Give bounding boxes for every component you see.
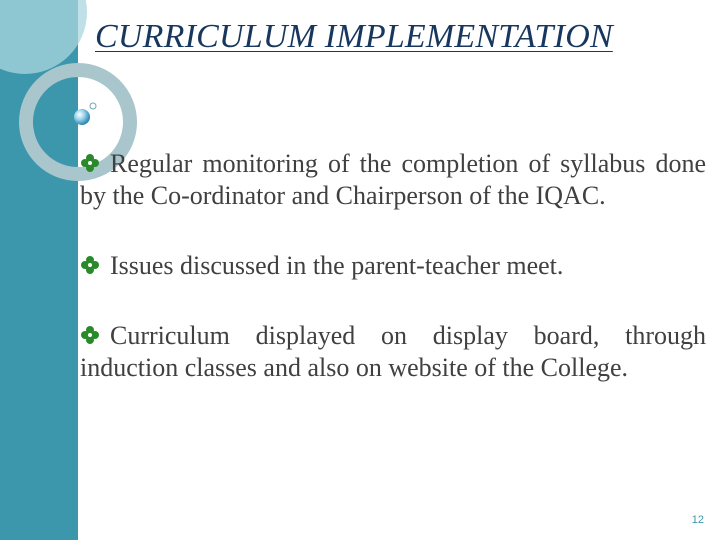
bullet-text: Issues discussed in the parent-teacher meet. — [110, 251, 564, 280]
bullet-item — [80, 250, 706, 282]
bullet-text: Curriculum displayed on display board, through induction classes and also on website of the College. — [80, 321, 706, 382]
bullet-item — [80, 148, 706, 212]
slide-title: CURRICULUM IMPLEMENTATION — [95, 18, 613, 55]
bullet-item — [80, 320, 706, 384]
bullet-text: Regular monitoring of the completion of syllabus done by the Co-ordinator and Chairperson of the IQAC. — [80, 149, 706, 210]
large-light-circle — [0, 0, 87, 74]
diamond-bullet-icon — [80, 255, 100, 275]
page-number: 12 — [691, 514, 704, 526]
diamond-bullet-icon — [80, 325, 100, 345]
bubble-small — [90, 103, 96, 109]
bullet-list — [80, 148, 706, 384]
bubble-large — [74, 109, 90, 125]
diamond-bullet-icon — [80, 153, 100, 173]
